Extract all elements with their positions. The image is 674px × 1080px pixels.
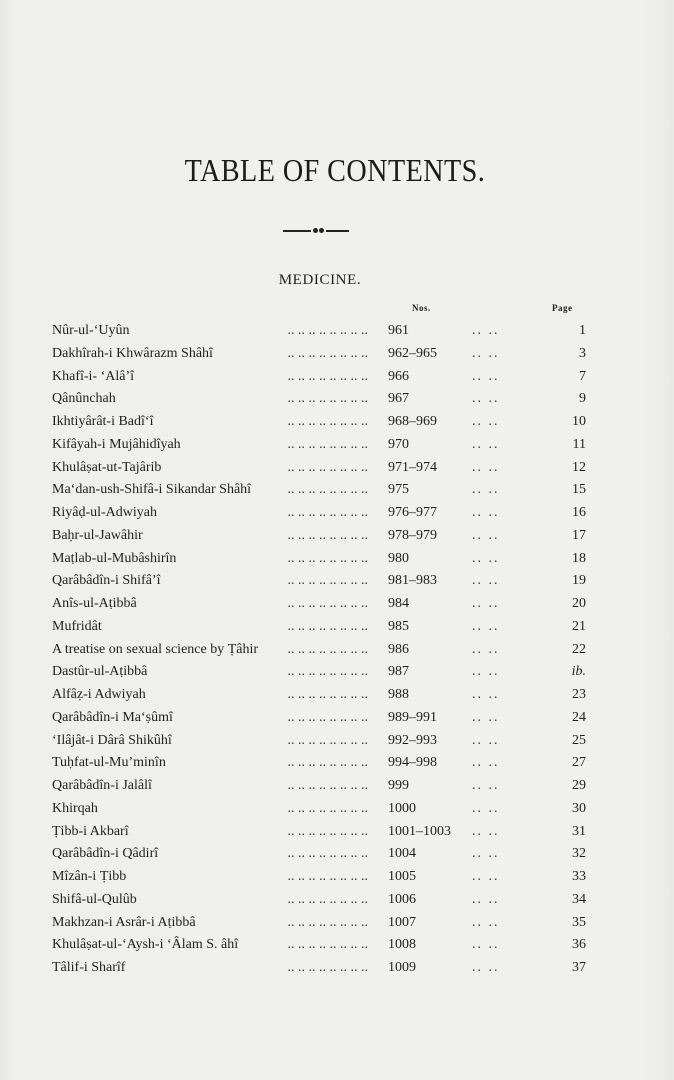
entry-title: Dastûr-ul-Aṭibbâ <box>52 664 148 680</box>
entry-number: 989–991 <box>388 709 437 725</box>
leader-dots: .. .. <box>472 914 500 930</box>
toc-entry <box>0 616 674 638</box>
entry-number: 1007 <box>388 914 416 930</box>
column-header-nos: Nos. <box>412 303 431 313</box>
toc-entry <box>0 798 674 820</box>
toc-entry <box>0 866 674 888</box>
entry-number: 986 <box>388 641 409 657</box>
entry-page: 35 <box>572 914 586 930</box>
leader-dots: .. .. .. .. .. .. .. .. <box>287 960 368 975</box>
entry-title: Qarâbâdîn-i Shifâ’î <box>52 573 161 589</box>
toc-entry <box>0 661 674 683</box>
entry-page: 32 <box>572 846 586 862</box>
leader-dots: .. .. .. .. .. .. .. .. <box>287 368 368 384</box>
toc-entry <box>0 548 674 570</box>
leader-dots: .. .. <box>472 846 500 862</box>
leader-dots: .. .. .. .. .. .. .. .. <box>287 505 368 520</box>
leader-dots: .. .. <box>472 505 500 520</box>
entry-number: 978–979 <box>388 527 437 543</box>
leader-dots: .. .. <box>472 527 500 543</box>
entry-number: 987 <box>388 664 409 680</box>
entry-title: Alfâẓ-i Adwiyah <box>52 687 146 702</box>
entry-page: 18 <box>572 550 586 566</box>
entry-page: 33 <box>572 869 586 884</box>
toc-entry <box>0 320 674 342</box>
entry-number: 984 <box>388 596 409 611</box>
entry-title: Tuḥfat-ul-Mu’minîn <box>52 755 166 771</box>
toc-entry <box>0 434 674 456</box>
toc-entry <box>0 821 674 843</box>
entry-title: Maṭlab-ul-Mubâshirîn <box>52 550 177 566</box>
leader-dots: .. .. .. .. .. .. .. .. <box>287 778 368 793</box>
toc-entry <box>0 457 674 479</box>
entry-page: 12 <box>572 459 586 475</box>
entry-number: 968–969 <box>388 414 437 429</box>
entry-number: 962–965 <box>388 345 437 361</box>
entry-number: 992–993 <box>388 732 437 748</box>
leader-dots: .. .. .. .. .. .. .. .. <box>287 823 368 839</box>
leader-dots: .. .. .. .. .. .. .. .. <box>287 709 368 725</box>
entry-number: 970 <box>388 436 409 452</box>
toc-entry <box>0 957 674 979</box>
leader-dots: .. .. .. .. .. .. .. .. <box>287 846 368 862</box>
entry-title: A treatise on sexual science by Ṭâhir <box>52 641 259 657</box>
leader-dots: .. .. .. .. .. .. .. .. <box>287 345 368 361</box>
toc-entry <box>0 912 674 934</box>
toc-entry <box>0 411 674 433</box>
entry-title: Khulâṣat-ul-‘Aysh-i ‘Âlam S. âhî <box>52 937 239 953</box>
entry-number: 1000 <box>388 800 416 816</box>
entry-title: Khulâṣat-ut-Tajârib <box>52 459 162 475</box>
entry-number: 976–977 <box>388 505 437 520</box>
entry-page: 1 <box>579 323 586 338</box>
toc-entry <box>0 479 674 501</box>
ornament-dot <box>313 228 318 233</box>
toc-entry <box>0 525 674 547</box>
leader-dots: .. .. <box>472 482 500 498</box>
leader-dots: .. .. <box>472 391 500 407</box>
entry-number: 1005 <box>388 869 416 884</box>
entry-page: 37 <box>572 960 586 975</box>
leader-dots: .. .. .. .. .. .. .. .. <box>287 436 368 452</box>
leader-dots: .. .. .. .. .. .. .. .. <box>287 755 368 771</box>
entry-number: 1004 <box>388 846 416 862</box>
leader-dots: .. .. .. .. .. .. .. .. <box>287 618 368 634</box>
leader-dots: .. .. .. .. .. .. .. .. <box>287 891 368 907</box>
leader-dots: .. .. .. .. .. .. .. .. <box>287 573 368 589</box>
entry-title: Anîs-ul-Aṭibbâ <box>52 596 137 611</box>
entry-title: Tâlif-i Sharîf <box>52 960 126 975</box>
leader-dots: .. .. .. .. .. .. .. .. <box>287 869 368 884</box>
toc-entry <box>0 502 674 524</box>
entry-title: Mîzân-i Ṭibb <box>52 869 127 884</box>
entry-page: 21 <box>572 618 586 634</box>
entry-title: Qarâbâdîn-i Jalâlî <box>52 778 152 793</box>
leader-dots: .. .. <box>472 891 500 907</box>
leader-dots: .. .. .. .. .. .. .. .. <box>287 641 368 657</box>
leader-dots: .. .. .. .. .. .. .. .. <box>287 391 368 407</box>
entry-title: Qarâbâdîn-i Qâdirî <box>52 846 159 862</box>
entry-page: 25 <box>572 732 586 748</box>
leader-dots: .. .. <box>472 323 500 338</box>
entry-number: 981–983 <box>388 573 437 589</box>
entry-page: 30 <box>572 800 586 816</box>
entry-number: 971–974 <box>388 459 437 475</box>
entry-page: 10 <box>572 414 586 429</box>
entry-page: 16 <box>572 505 586 520</box>
page-title: TABLE OF CONTENTS. <box>184 152 486 188</box>
entry-title: Riyâḍ-ul-Adwiyah <box>52 505 157 520</box>
toc-entry <box>0 388 674 410</box>
entry-number: 961 <box>388 323 409 338</box>
entry-title: Mufridât <box>52 618 102 634</box>
entry-page: 17 <box>572 527 586 543</box>
ornament-rule <box>283 228 349 234</box>
entry-number: 988 <box>388 687 409 702</box>
leader-dots: .. .. <box>472 778 500 793</box>
entry-title: Makhzan-i Asrâr-i Aṭibbâ <box>52 914 196 930</box>
toc-entry <box>0 593 674 615</box>
entry-page: 27 <box>572 755 586 771</box>
toc-entry <box>0 752 674 774</box>
entry-page: 20 <box>572 596 586 611</box>
entry-number: 1006 <box>388 891 416 907</box>
entry-number: 980 <box>388 550 409 566</box>
entry-page: 34 <box>572 891 586 907</box>
entry-page: 22 <box>572 641 586 657</box>
entry-number: 1008 <box>388 937 416 953</box>
entry-title: Ikhtiyârât-i Badî‘î <box>52 414 154 429</box>
leader-dots: .. .. <box>472 823 500 839</box>
toc-entry <box>0 775 674 797</box>
toc-entry <box>0 889 674 911</box>
leader-dots: .. .. .. .. .. .. .. .. <box>287 937 368 953</box>
entry-page: 7 <box>579 368 586 384</box>
leader-dots: .. .. .. .. .. .. .. .. <box>287 527 368 543</box>
column-header-page: Page <box>552 303 573 313</box>
leader-dots: .. .. <box>472 800 500 816</box>
entry-page: ib. <box>571 664 586 680</box>
entry-title: Khafî-i- ‘Alâ’î <box>52 368 135 384</box>
leader-dots: .. .. .. .. .. .. .. .. <box>287 914 368 930</box>
entry-number: 966 <box>388 368 409 384</box>
entry-page: 11 <box>572 436 586 452</box>
entry-title: Baḥr-ul-Jawâhir <box>52 527 143 543</box>
leader-dots: .. .. <box>472 937 500 953</box>
leader-dots: .. .. .. .. .. .. .. .. <box>287 414 368 429</box>
leader-dots: .. .. <box>472 368 500 384</box>
section-heading: MEDICINE. <box>278 272 362 288</box>
leader-dots: .. .. .. .. .. .. .. .. <box>287 664 368 680</box>
entry-title: Qarâbâdîn-i Ma‘ṣûmî <box>52 709 173 725</box>
toc-entry <box>0 730 674 752</box>
leader-dots: .. .. <box>472 573 500 589</box>
entry-page: 9 <box>579 391 586 407</box>
entry-page: 23 <box>572 687 586 702</box>
toc-entry <box>0 570 674 592</box>
entry-number: 1001–1003 <box>388 823 451 839</box>
toc-entry <box>0 934 674 956</box>
entry-page: 3 <box>579 345 586 361</box>
entry-number: 1009 <box>388 960 416 975</box>
toc-entry <box>0 843 674 865</box>
entry-title: Kifâyah-i Mujâhidîyah <box>52 436 181 452</box>
leader-dots: .. .. <box>472 960 500 975</box>
ornament-dot <box>319 228 324 233</box>
leader-dots: .. .. <box>472 596 500 611</box>
leader-dots: .. .. <box>472 414 500 429</box>
entry-page: 31 <box>572 823 586 839</box>
leader-dots: .. .. <box>472 436 500 452</box>
toc-entry <box>0 366 674 388</box>
leader-dots: .. .. <box>472 345 500 361</box>
leader-dots: .. .. .. .. .. .. .. .. <box>287 596 368 611</box>
entry-title: Ma‘dan-ush-Shifâ-i Sikandar Shâhî <box>52 482 252 498</box>
leader-dots: .. .. <box>472 664 500 680</box>
leader-dots: .. .. .. .. .. .. .. .. <box>287 687 368 702</box>
entry-title: Qânûnchah <box>52 391 116 407</box>
entry-number: 999 <box>388 778 409 793</box>
ornament-line-right <box>326 230 349 232</box>
entry-title: ‘Ilâjât-i Dârâ Shikûhî <box>52 732 172 748</box>
entry-number: 967 <box>388 391 409 407</box>
entry-title: Dakhîrah-i Khwârazm Shâhî <box>52 345 213 361</box>
entry-title: Khirqah <box>52 800 98 816</box>
entry-page: 24 <box>572 709 586 725</box>
entry-page: 19 <box>572 573 586 589</box>
entry-page: 15 <box>572 482 586 498</box>
toc-entry <box>0 707 674 729</box>
leader-dots: .. .. .. .. .. .. .. .. <box>287 800 368 816</box>
toc-entry <box>0 684 674 706</box>
leader-dots: .. .. <box>472 732 500 748</box>
leader-dots: .. .. .. .. .. .. .. .. <box>287 550 368 566</box>
toc-entry <box>0 343 674 365</box>
leader-dots: .. .. .. .. .. .. .. .. <box>287 459 368 475</box>
entry-page: 36 <box>572 937 586 953</box>
leader-dots: .. .. <box>472 618 500 634</box>
entry-title: Shifâ-ul-Qulûb <box>52 891 137 907</box>
leader-dots: .. .. <box>472 755 500 771</box>
leader-dots: .. .. <box>472 869 500 884</box>
leader-dots: .. .. .. .. .. .. .. .. <box>287 323 368 338</box>
entry-number: 994–998 <box>388 755 437 771</box>
entry-page: 29 <box>572 778 586 793</box>
entry-number: 975 <box>388 482 409 498</box>
leader-dots: .. .. <box>472 687 500 702</box>
leader-dots: .. .. .. .. .. .. .. .. <box>287 732 368 748</box>
leader-dots: .. .. .. .. .. .. .. .. <box>287 482 368 498</box>
ornament-line-left <box>283 230 311 232</box>
entry-number: 985 <box>388 618 409 634</box>
entry-title: Nûr-ul-‘Uyûn <box>52 323 130 338</box>
leader-dots: .. .. <box>472 550 500 566</box>
toc-entry <box>0 639 674 661</box>
leader-dots: .. .. <box>472 641 500 657</box>
entry-title: Ṭibb-i Akbarî <box>52 823 129 839</box>
leader-dots: .. .. <box>472 709 500 725</box>
leader-dots: .. .. <box>472 459 500 475</box>
